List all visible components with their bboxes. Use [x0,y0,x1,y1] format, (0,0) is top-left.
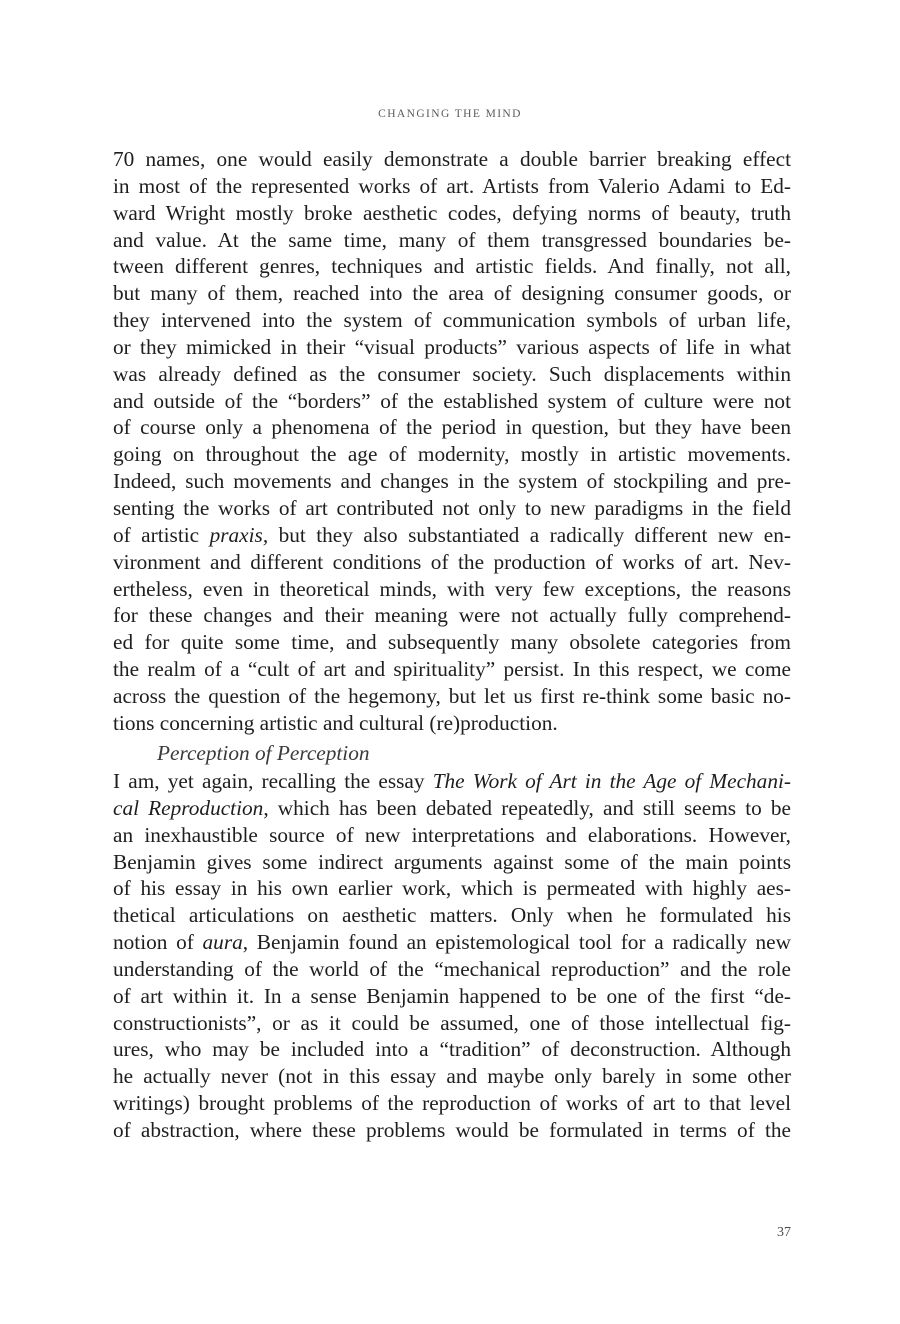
text-line [113,173,791,200]
text-run: ward Wright mostly broke aesthetic codes, defying norms of beauty, truth [113,200,791,225]
text-line [113,253,791,280]
text-line [113,1036,791,1063]
body-paragraph [113,146,791,737]
text-line [113,956,791,983]
text-run: constructionists”, or as it could be assumed, one of those intellectual fig- [113,1010,791,1035]
body-paragraph [113,768,791,1144]
text-run: but they also substantiated a radically different new en- [268,522,792,547]
text-line [113,307,791,334]
text-line [113,1063,791,1090]
text-run: ures, who may be included into a “tradition” of deconstruction. Although [113,1037,791,1062]
text-line [113,468,791,495]
text-run: of artistic [113,522,210,547]
text-run: ertheless, even in theoretical minds, with very few exceptions, the reasons [113,576,791,601]
text-run: thetical articulations on aesthetic matters. Only when he formulated his [113,903,791,928]
text-run: senting the works of art contributed not only to new paradigms in the field [113,495,791,520]
text-run: understanding of the world of the “mechanical reproduction” and the role [113,956,791,981]
text-line [113,602,791,629]
text-run: 70 names, one would easily demonstrate a double barrier breaking effect [113,147,791,171]
text-run: he actually never (not in this essay and maybe only barely in some other [113,1064,791,1089]
text-run: going on throughout the age of modernity, mostly in artistic movements. [113,442,791,467]
text-run: of art within it. In a sense Benjamin happened to be one of the first “de- [113,983,791,1008]
page-number: 37 [777,1225,791,1240]
text-line [113,388,791,415]
text-line [113,929,791,956]
italic-text: cal Reproduction [113,795,264,820]
text-line [113,522,791,549]
text-line [113,875,791,902]
text-line [113,629,791,656]
text-line [113,334,791,361]
text-line [113,1010,791,1037]
italic-text: The Work of Art in the Age of Mechani- [432,769,791,793]
text-line [113,849,791,876]
text-run: of course only a phenomena of the period in question, but they have been [113,415,791,440]
text-run: tween different genres, techniques and artistic fields. And finally, not all, [113,254,791,279]
text-line [113,495,791,522]
text-run: but many of them, reached into the area of designing consumer goods, or [113,281,791,306]
text-line [113,549,791,576]
text-run: Indeed, such movements and changes in the system of stockpiling and pre- [113,469,791,494]
text-line [113,1090,791,1117]
text-run: an inexhaustible source of new interpretations and elaborations. However, [113,822,791,847]
text-line [113,822,791,849]
text-line [113,683,791,710]
text-line [113,768,791,795]
text-line [113,200,791,227]
text-run: I am, yet again, recalling the essay [113,769,433,793]
text-run: and outside of the “borders” of the established system of culture were not [113,388,791,413]
text-line [113,656,791,683]
text-run: vironment and different conditions of the production of works of art. Nev- [113,549,791,574]
text-run: and value. At the same time, many of them transgressed boundaries be- [113,227,791,252]
text-line [113,576,791,603]
text-run: the realm of a “cult of art and spirituality” persist. In this respect, we come [113,657,791,682]
text-run: or they mimicked in their “visual products” various aspects of life in what [113,334,791,359]
text-run: tions concerning artistic and cultural (re)production. [113,710,558,735]
running-head: CHANGING THE MIND [378,108,522,120]
text-run: , which has been debated repeatedly, and still seems to be [263,795,792,820]
text-run: notion of [113,930,203,955]
text-line [113,361,791,388]
text-run: writings) brought problems of the reproduction of works of art to that level [113,1091,791,1116]
text-line [113,983,791,1010]
text-run: for these changes and their meaning were not actually fully comprehend- [113,603,791,628]
section-heading: Perception of Perception [157,741,370,765]
text-line [113,795,791,822]
text-run: Benjamin gives some indirect arguments against some of the main points [113,849,791,874]
text-line [113,280,791,307]
text-run: they intervened into the system of communication symbols of urban life, [113,308,791,333]
text-run: ed for quite some time, and subsequently many obsolete categories from [113,630,791,655]
text-run: of his essay in his own earlier work, which is permeated with highly aes- [113,876,791,901]
text-run: across the question of the hegemony, but let us first re-think some basic no- [113,683,791,708]
text-line [113,710,791,737]
italic-text: aura [202,930,243,955]
text-run: of abstraction, where these problems would be formulated in terms of the [113,1117,791,1142]
italic-text: praxis, [209,522,269,547]
text-line [113,414,791,441]
text-run: , Benjamin found an epistemological tool for a radically new [242,930,791,955]
text-line [113,227,791,254]
text-line [113,1117,791,1144]
text-line [113,441,791,468]
text-line [113,902,791,929]
text-run: was already defined as the consumer society. Such displacements within [113,361,791,386]
text-run: in most of the represented works of art. Artists from Valerio Adami to Ed- [113,173,791,198]
text-line [113,146,791,173]
